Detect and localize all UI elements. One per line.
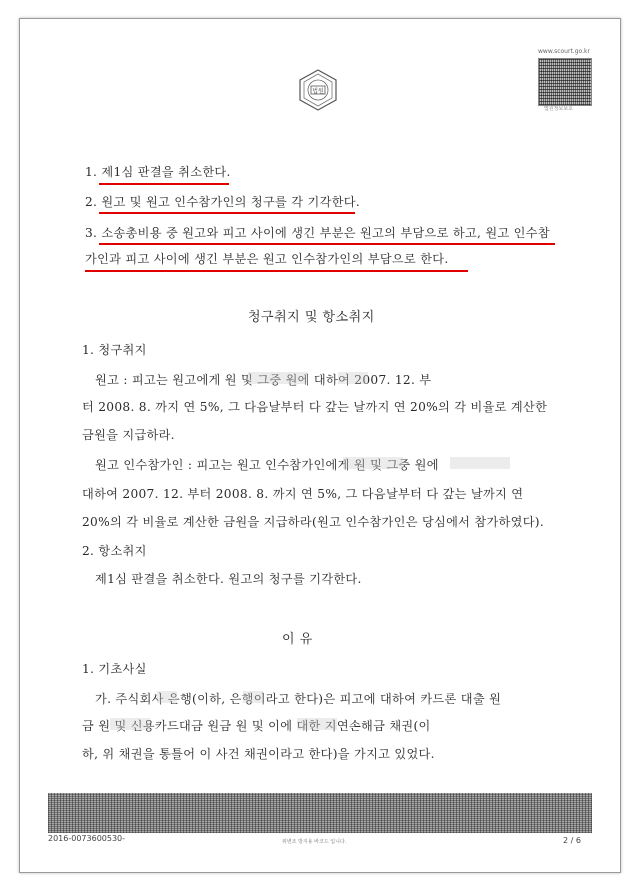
section-title-claims: 청구취지 및 항소취지 bbox=[248, 310, 375, 325]
claim-intervenor-line-1: 원고 인수참가인 : 피고는 원고 인수참가인에게 원 및 그중 원에 bbox=[95, 458, 439, 472]
claim-intervenor-line-3: 20%의 각 비율로 계산한 금원을 지급하라(원고 인수참가인은 당심에서 참가하였다). bbox=[82, 515, 545, 529]
redaction bbox=[338, 372, 368, 384]
highlight-underline bbox=[85, 270, 468, 272]
anti-forgery-barcode bbox=[48, 793, 592, 833]
appeal-subheading: 2. 항소취지 bbox=[82, 544, 147, 558]
highlight-underline bbox=[99, 183, 229, 185]
redaction bbox=[450, 457, 510, 469]
verification-qr-code bbox=[538, 58, 592, 106]
claim-plaintiff-line-2: 터 2008. 8. 까지 연 5%, 그 다음날부터 다 갚는 날까지 연 20%의 각 비율로 계산한 bbox=[82, 400, 548, 414]
appeal-text: 제1심 판결을 취소한다. 원고의 청구를 기각한다. bbox=[95, 572, 362, 586]
facts-subheading: 1. 기초사실 bbox=[82, 662, 147, 676]
redaction bbox=[110, 718, 150, 730]
verification-caption: 법원정보보호 bbox=[544, 106, 573, 112]
redaction bbox=[243, 691, 263, 703]
claim-intervenor-line-2: 대하여 2007. 12. 부터 2008. 8. 까지 연 5%, 그 다음날부터 다 갚는 날까지 연 bbox=[82, 487, 524, 501]
verification-url: www.scourt.go.kr bbox=[538, 48, 590, 55]
barcode-notice: 위변조 방지용 바코드 입니다. bbox=[282, 839, 347, 845]
redaction bbox=[157, 691, 177, 703]
highlight-underline bbox=[99, 243, 555, 245]
claim-plaintiff-line-1: 원고 : 피고는 원고에게 원 및 그중 원에 대하여 2007. 12. 부 bbox=[95, 373, 432, 387]
order-item-1: 1. 제1심 판결을 취소한다. bbox=[85, 165, 231, 179]
document-number: 2016-0073600530- bbox=[48, 834, 126, 843]
facts-line-2: 금 원 및 신용카드대금 원금 원 및 이에 대한 지연손해금 채권(이 bbox=[82, 719, 431, 733]
court-seal-icon bbox=[296, 68, 340, 112]
redaction bbox=[343, 457, 403, 469]
redaction bbox=[248, 372, 308, 384]
redaction bbox=[297, 718, 337, 730]
order-item-3-line-1: 3. 소송총비용 중 원고와 피고 사이에 생긴 부분은 원고의 부담으로 하고, 원고 인수참 bbox=[85, 226, 550, 240]
claim-plaintiff-line-3: 금원을 지급하라. bbox=[82, 428, 175, 442]
order-item-2: 2. 원고 및 원고 인수참가인의 청구를 각 기각한다. bbox=[85, 195, 361, 209]
seal-text: 법원 bbox=[312, 88, 324, 95]
facts-line-1: 가. 주식회사 은행(이하, 은행이라고 한다)은 피고에 대하여 카드론 대출 원 bbox=[95, 692, 502, 706]
section-title-reasons: 이 유 bbox=[282, 632, 313, 647]
order-item-3-line-2: 가인과 피고 사이에 생긴 부분은 원고 인수참가인의 부담으로 한다. bbox=[85, 252, 449, 266]
facts-line-3: 하, 위 채권을 통틀어 이 사건 채권이라고 한다)을 가지고 있었다. bbox=[82, 747, 435, 761]
claims-subheading: 1. 청구취지 bbox=[82, 343, 147, 357]
page-number: 2 / 6 bbox=[563, 836, 581, 845]
highlight-underline bbox=[99, 212, 355, 214]
